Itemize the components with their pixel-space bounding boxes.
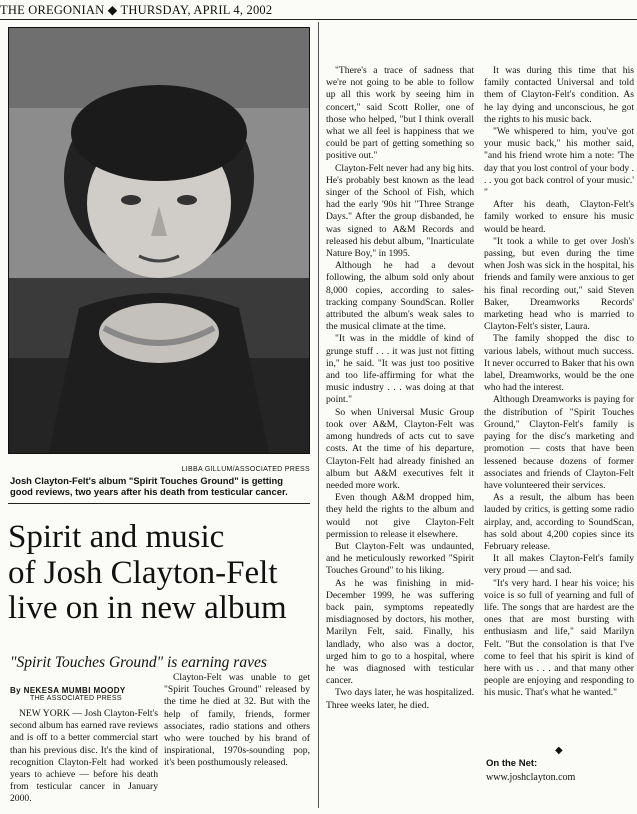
portrait-photo xyxy=(8,27,310,454)
end-mark-diamond: ◆ xyxy=(555,745,563,756)
paragraph: The family shopped the disc to various labels, without much success. It never occurred to Baker that his own label, Dreamworks, would be the one who had the interest. xyxy=(484,333,634,394)
paragraph: After his death, Clayton-Felt's family worked to ensure his music would be heard. xyxy=(484,199,634,235)
paragraph: Although Dreamworks is paying for the distribution of "Spirit Touches Ground," Clayton-Felt's family is paying for the disc's marketing and promotion — costs that have been lessened because dozens of former associates and friends of Clayton-Felt have volunteered their services. xyxy=(484,394,634,491)
article-column-2 xyxy=(164,672,310,770)
paragraph: As he was finishing in mid-December 1999, he was suffering back pain, symptoms repeatedly misdiagnosed by doctors, his mother, Marilyn Felt, said. Finally, his landlady, who also was a doctor, urged him to go to a hospital, where he was diagnosed with testicular cancer. xyxy=(326,577,474,687)
paragraph: "It's very hard. I hear his voice; his voice is so full of yearning and full of life. The songs that are hardest are the ones that are most bursting with enthusiasm and life," said Marilyn Felt. "But the consolation is that I've come to feel that his spirit is kind of here with us . . . and that many other people are enjoying and responding to his music. That's what he wanted." xyxy=(484,577,634,699)
paragraph: NEW YORK — Josh Clayton-Felt's second album has earned rave reviews and is off to a better commercial start than his previous disc. It's the kind of recognition Clayton-Felt had worked years to achieve — before his death from testicular cancer in January 2000. xyxy=(10,708,158,805)
paragraph: Two days later, he was hospitalized. Three weeks later, he died. xyxy=(326,687,474,711)
column-divider xyxy=(318,22,319,808)
paragraph: "We whispered to him, you've got your music back," his mother said, "and his friend wrote him a note: 'The day that you lost control of your body . . . you got back control of your music.' " xyxy=(484,126,635,199)
website-link[interactable]: www.joshclayton.com xyxy=(486,772,576,783)
headline-line-2: of Josh Clayton-Felt xyxy=(8,554,278,591)
subhead: "Spirit Touches Ground" is earning raves xyxy=(10,654,267,671)
paragraph: So when Universal Music Group took over A&M, Clayton-Felt was among hundreds of acts cut to save costs. At the time of his departure, Clayton-Felt had already finished an album but A&M executives felt it needed more work. xyxy=(326,406,474,491)
paragraph: Even though A&M dropped him, they held the rights to the album and would not give Clayton-Felt permission to release it elsewhere. xyxy=(326,492,474,540)
paragraph: It all makes Clayton-Felt's family very proud — and sad. xyxy=(484,553,634,577)
paragraph: Although he had a devout following, the album sold only about 8,000 copies, according to sales-tracking company SoundScan. Roller attributed the album's weak sales to the musical climate at the time. xyxy=(326,260,474,333)
paragraph: As a result, the album has been lauded by critics, is getting some radio airplay, and, according to SoundScan, has sold about 4,200 copies since its February release. xyxy=(484,492,634,552)
caption-rule xyxy=(8,503,310,504)
paragraph: It was during this time that his family contacted Universal and told them of Clayton-Felt's condition. As he lay dying and unconscious, he got the rights to his music back. xyxy=(484,65,634,125)
paragraph: But Clayton-Felt was undaunted, and he meticulously reworked "Spirit Touches Ground" to his liking. xyxy=(326,540,474,577)
byline-source: THE ASSOCIATED PRESS xyxy=(30,695,122,702)
paragraph: Clayton-Felt was unable to get "Spirit Touches Ground" released by the time he died at 32. But with the help of family, friends, former associates, radio stations and others who were touched by his brand of inspirational, 1970s-sounding pop, it's been posthumously released. xyxy=(164,672,310,769)
headline xyxy=(8,520,313,627)
masthead-rule xyxy=(0,19,637,20)
article-column-1 xyxy=(10,708,158,806)
photo-caption: Josh Clayton-Felt's album "Spirit Touches Ground" is getting good reviews, two years after his death from testicular cancer. xyxy=(10,475,288,497)
paragraph: Clayton-Felt never had any big hits. He's probably best known as the lead singer of the School of Fish, which had the early '90s hit "Three Strange Days." After the group disbanded, he was signed to A&M Records and released his debut album, "Inarticulate Nature Boy," in 1995. xyxy=(326,162,474,260)
byline: By NEKESA MUMBI MOODY xyxy=(10,686,126,695)
headline-line-1: Spirit and music xyxy=(8,519,225,555)
on-the-net-label: On the Net: xyxy=(486,758,538,769)
paragraph: "There's a trace of sadness that we're not going to be able to follow up all this work by seeing him in concert," said Scott Roller, one of those who helped, "but I think overall what we all feel is happiness that we could be part of getting something so positive out." xyxy=(326,65,474,162)
headline-line-3: live on in new album xyxy=(8,590,287,626)
article-column-3 xyxy=(326,65,474,712)
article-column-4 xyxy=(484,65,634,700)
masthead: THE OREGONIAN ◆ THURSDAY, APRIL 4, 2002 xyxy=(0,3,273,17)
paragraph: "It took a while to get over Josh's passing, but even during the time when Josh was sick in the hospital, his friends and family were anxious to get his final recording out," said Steven Baker, Dreamworks Records' marketing head who is married to Clayton-Felt's sister, Laura. xyxy=(484,235,634,333)
photo-credit: LIBBA GILLUM/ASSOCIATED PRESS xyxy=(181,466,310,473)
paragraph: "It was in the middle of kind of grunge stuff . . . it was just not fitting in," he said. "It was just too positive and too life-affirming for what the music industry . . . was doing at that point." xyxy=(326,333,474,406)
